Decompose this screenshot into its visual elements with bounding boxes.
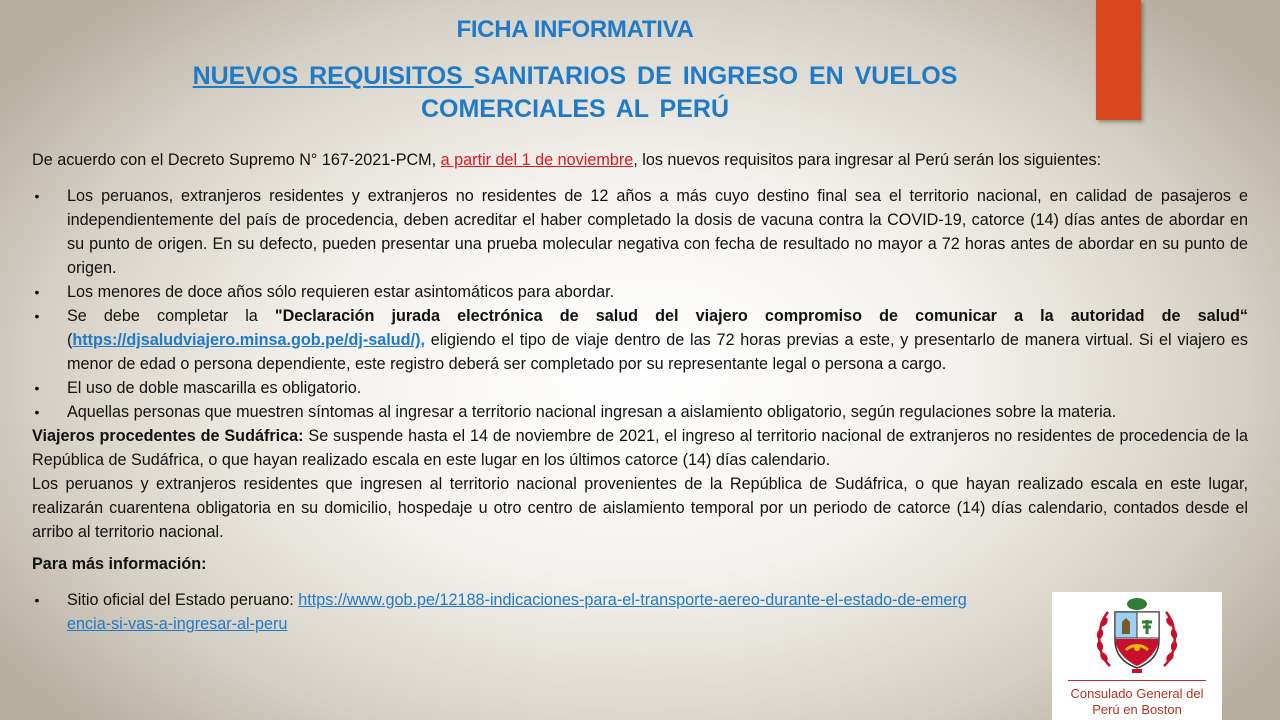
list-item	[32, 400, 1248, 424]
list-item	[32, 304, 1248, 376]
intro-text-end: , los nuevos requisitos para ingresar al Perú serán los siguientes:	[633, 151, 1102, 169]
bullet-icon: •	[34, 188, 40, 204]
consulate-name-line2: Perú en Boston	[1092, 702, 1182, 717]
bullet-icon: •	[34, 592, 40, 608]
list-item	[32, 376, 1248, 400]
title-rest: SANITARIOS DE INGRESO EN VUELOS	[473, 62, 958, 90]
requirement-text: eligiendo el tipo de viaje dentro de las 72 horas previas a este, y presentarlo de manera virtual. Si el viajero es menor de edad o persona dependiente, este registro deberá ser completado por su representante legal o persona a cargo.	[67, 331, 1248, 373]
title-underlined-part: NUEVOS REQUISITOS	[192, 62, 474, 90]
requirement-text: El uso de doble mascarilla es obligatorio.	[67, 379, 362, 397]
document-label: FICHA INFORMATIVA	[456, 16, 694, 43]
bullet-icon: •	[34, 380, 40, 396]
main-content	[32, 148, 1248, 636]
health-declaration-link[interactable]: https://djsaludviajero.minsa.gob.pe/dj-salud/)	[72, 331, 421, 349]
south-africa-paragraph	[32, 424, 1248, 472]
coat-of-arms-icon	[1052, 592, 1222, 682]
intro-paragraph	[32, 148, 1248, 172]
official-site-link[interactable]: https://www.gob.pe/12188-indicaciones-para-el-transporte-aereo-durante-el-estado-de-emergencia-si-vas-a-ingresar-al-peru	[67, 591, 967, 633]
site-label: Sitio oficial del Estado peruano:	[67, 591, 299, 609]
bullet-icon: •	[34, 404, 40, 420]
more-info-title: Para más información:	[32, 555, 207, 573]
consulate-logo	[1052, 592, 1222, 720]
requirement-text: Aquellas personas que muestren síntomas al ingresar a territorio nacional ingresan a aislamiento obligatorio, según regulaciones sobre la materia.	[67, 403, 1117, 421]
bullet-icon: •	[34, 284, 40, 300]
logo-divider	[1068, 680, 1206, 681]
declaration-title: "Declaración jurada electrónica de salud del viajero compromiso de comunicar a la autoridad de salud“	[274, 307, 1248, 325]
title-line2: COMERCIALES AL PERÚ	[420, 95, 730, 123]
requirement-text: Los menores de doce años sólo requieren estar asintomáticos para abordar.	[67, 283, 615, 301]
bullet-icon: •	[34, 308, 40, 324]
consulate-name	[1052, 686, 1222, 718]
date-highlight-link[interactable]: a partir del 1 de noviembre	[440, 151, 634, 169]
link-comma: ,	[420, 331, 425, 349]
requirements-list	[32, 184, 1248, 424]
south-africa-label: Viajeros procedentes de Sudáfrica:	[32, 427, 304, 445]
page-title	[100, 60, 1050, 126]
list-item	[32, 184, 1248, 280]
requirement-text: Los peruanos, extranjeros residentes y extranjeros no residentes de 12 años a más cuyo destino final sea el territorio nacional, en calidad de pasajeros e independientemente del país de procedencia, deben acreditar el haber completado la dosis de vacuna contra la COVID-19, catorce (14) días antes de abordar en su punto de origen. En su defecto, pueden presentar una prueba molecular negativa con fecha de resultado no mayor a 72 horas antes de abordar en su punto de origen.	[67, 187, 1248, 277]
residents-paragraph: Los peruanos y extranjeros residentes que ingresen al territorio nacional provenientes de la República de Sudáfrica, o que hayan realizado escala en este lugar, realizarán cuarentena obligatoria en su domicilio, hospedaje u otro centro de aislamiento temporal por un periodo de catorce (14) días calendario, contados desde el arribo al territorio nacional.	[32, 475, 1248, 541]
list-item	[32, 280, 1248, 304]
south-africa-text: Se suspende hasta el 14 de noviembre de 2021, el ingreso al territorio nacional de extranjeros no residentes de procedencia de la República de Sudáfrica, o que hayan realizado escala en este lugar en los últimos catorce (14) días calendario.	[32, 427, 1248, 469]
consulate-name-line1: Consulado General del	[1070, 686, 1204, 701]
paren-open: (	[67, 331, 73, 349]
requirement-text: Se debe completar la	[67, 307, 275, 325]
intro-text: De acuerdo con el Decreto Supremo N° 167-2021-PCM,	[32, 151, 441, 169]
